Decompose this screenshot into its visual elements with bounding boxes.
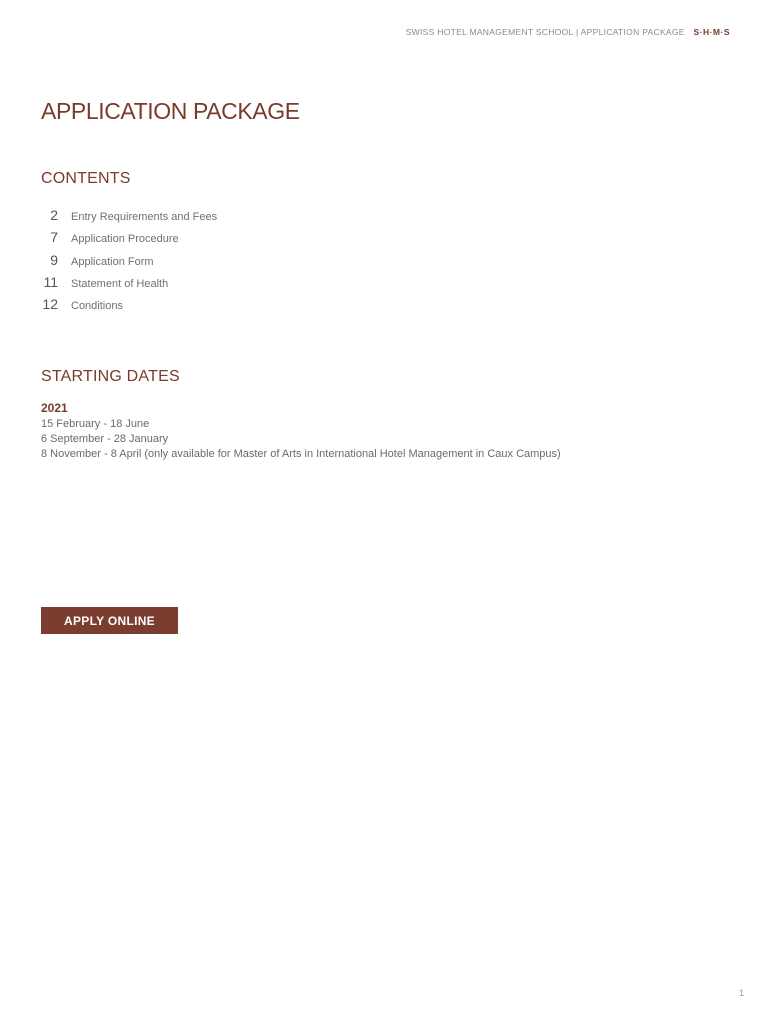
toc-item-conditions[interactable] xyxy=(41,296,441,318)
toc-page-number: 9 xyxy=(50,251,58,268)
toc-label: Statement of Health xyxy=(71,277,169,290)
shms-logo: S·H·M·S xyxy=(693,27,730,37)
toc-item-entry-requirements[interactable] xyxy=(41,207,441,229)
contents-heading: CONTENTS xyxy=(41,170,131,187)
toc-page-number: 2 xyxy=(50,207,58,223)
header-school-name: SWISS HOTEL MANAGEMENT SCHOOL xyxy=(405,27,574,37)
page-number: 1 xyxy=(738,988,744,998)
date-range: 6 September - 28 January xyxy=(41,433,169,445)
toc-page-number: 7 xyxy=(50,229,58,246)
date-range: 8 November - 8 April (only available for Master of Arts in International Hotel Management in Caux Campus) xyxy=(41,448,561,460)
page-title: APPLICATION PACKAGE xyxy=(41,98,300,124)
toc-page-number: 12 xyxy=(42,296,58,313)
toc-item-statement-of-health[interactable] xyxy=(41,274,441,296)
starting-dates-heading: STARTING DATES xyxy=(41,368,180,385)
toc-item-application-procedure[interactable] xyxy=(41,229,441,251)
toc-label: Entry Requirements and Fees xyxy=(71,211,218,223)
header-separator: | xyxy=(575,27,579,37)
toc-label: Conditions xyxy=(71,300,123,313)
page-header xyxy=(406,27,730,37)
table-of-contents xyxy=(41,207,441,318)
date-range: 15 February - 18 June xyxy=(41,418,150,430)
toc-item-application-form[interactable] xyxy=(41,252,441,274)
toc-page-number: 11 xyxy=(43,273,58,290)
toc-label: Application Form xyxy=(71,255,154,268)
year-label: 2021 xyxy=(41,401,68,415)
apply-online-button[interactable]: APPLY ONLINE xyxy=(41,607,178,634)
header-package-name: APPLICATION PACKAGE xyxy=(580,27,685,37)
starting-dates-list xyxy=(41,401,741,462)
toc-label: Application Procedure xyxy=(71,233,179,246)
